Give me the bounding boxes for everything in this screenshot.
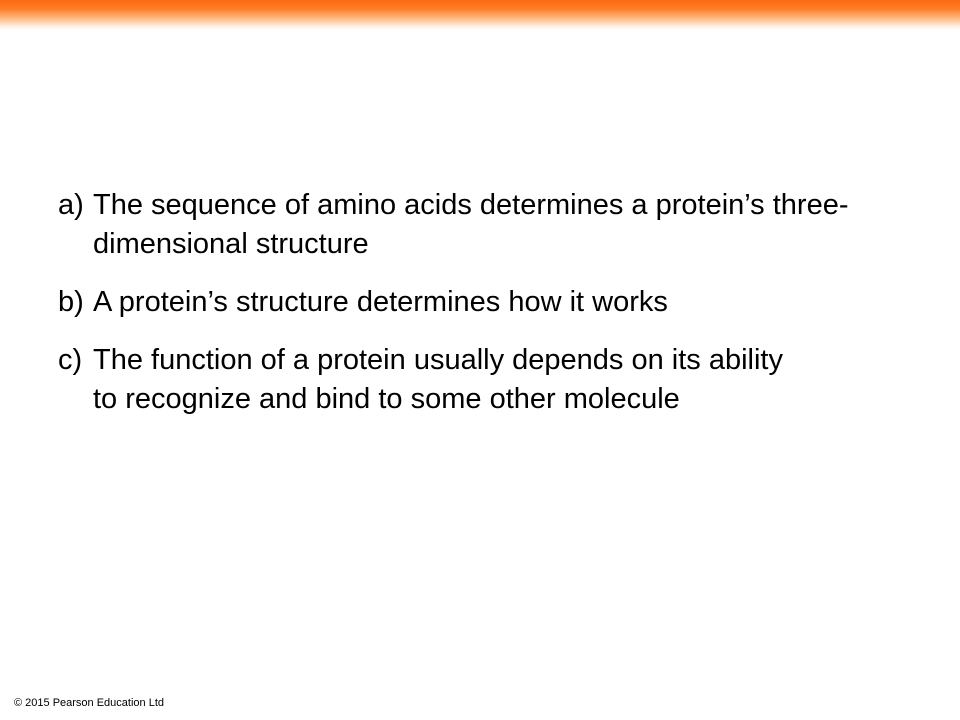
list-item-text: The function of a protein usually depends on its ability to recognize and bind to some other molecule <box>93 344 783 415</box>
list-item-c <box>58 341 938 419</box>
list-item-a <box>58 186 938 264</box>
copyright-footer: © 2015 Pearson Education Ltd <box>14 697 164 709</box>
list-marker: b) <box>58 286 84 318</box>
top-accent-bar <box>0 0 960 30</box>
list-marker: a) <box>58 189 84 221</box>
slide-content <box>58 186 938 438</box>
list-item-text: The sequence of amino acids determines a protein’s three-dimensional structure <box>93 189 849 260</box>
list-item-text: A protein’s structure determines how it works <box>93 286 668 318</box>
list-marker: c) <box>58 344 83 376</box>
list-item-b <box>58 283 938 322</box>
